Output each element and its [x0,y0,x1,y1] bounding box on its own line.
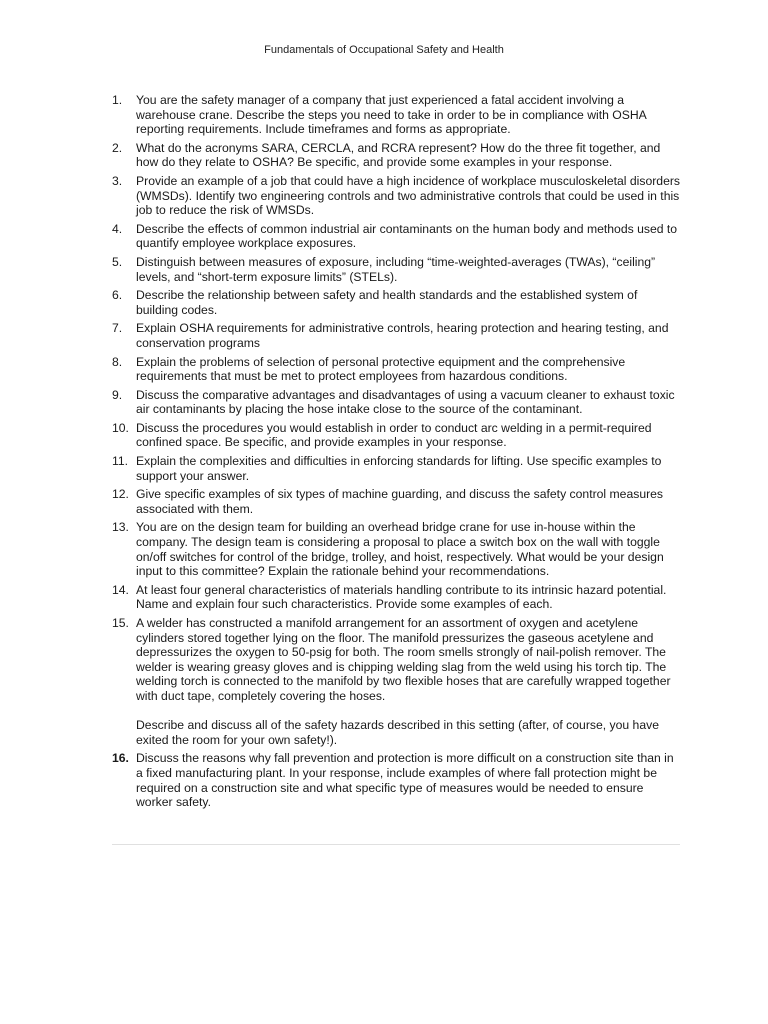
question-text: Distinguish between measures of exposure, including “time-weighted-averages (TWAs), “ceiling” levels, and “short-term exposure limits” (STELs). [136,254,656,284]
question-body [136,487,682,516]
question-text: Discuss the comparative advantages and disadvantages of using a vacuum cleaner to exhaust toxic air contaminants by placing the hose intake close to the source of the contaminant. [136,387,675,417]
question-item [112,454,682,483]
question-text: Describe and discuss all of the safety hazards described in this setting (after, of course, you have exited the room for your own safety!). [136,718,659,747]
question-body [136,583,682,612]
question-text: Discuss the reasons why fall prevention and protection is more difficult on a construction site than in a fixed manufacturing plant. In your response, include examples of where fall protection might be required on a construction site and what specific type of measures would be needed to ensure worker safety. [136,751,674,810]
question-body [136,751,682,809]
question-text: Give specific examples of six types of machine guarding, and discuss the safety control measures associated with them. [136,487,664,516]
question-item [112,93,682,137]
question-item [112,616,682,747]
question-body [136,321,682,350]
question-body [136,288,682,317]
question-item [112,288,682,317]
question-item [112,751,682,809]
question-text: Describe the effects of common industrial air contaminants on the human body and methods used to quantify employee workplace exposures. [136,221,678,251]
question-number: 15. [112,616,129,630]
question-item [112,520,682,578]
question-body [136,355,682,384]
question-body [136,520,682,578]
question-number: 12. [112,487,129,502]
page-header: Fundamentals of Occupational Safety and Health [264,44,504,56]
question-item [112,388,682,417]
page-divider [112,844,680,845]
question-number: 3. [112,173,123,188]
question-number: 13. [112,520,129,535]
question-text: You are on the design team for building an overhead bridge crane for use in-house within the company. The design team is considering a proposal to place a switch box on the wall with toggle on/off switches for control of the bridge, trolley, and hoist, respectively. What would be your design input to this committee? Explain the rationale behind your recommendations. [136,520,664,579]
question-number: 6. [112,288,123,303]
question-number: 9. [112,387,123,402]
question-body [136,174,682,218]
question-text: Explain OSHA requirements for administrative controls, hearing protection and hearing testing, and conservation programs [136,321,669,350]
question-item [112,321,682,350]
question-number: 10. [112,420,129,435]
question-item [112,583,682,612]
question-text: Discuss the procedures you would establish in order to conduct arc welding in a permit-required confined space. Be specific, and provide examples in your response. [136,420,652,450]
question-body [136,388,682,417]
question-text: You are the safety manager of a company that just experienced a fatal accident involving a warehouse crane. Describe the steps you need to take in order to be in compliance with OSHA reporting requirements. Include timeframes and forms as appropriate. [136,93,647,137]
question-list [112,93,682,814]
question-body [136,141,682,170]
question-item [112,255,682,284]
question-number: 14. [112,582,129,597]
question-text: Explain the complexities and difficulties in enforcing standards for lifting. Use specific examples to support your answer. [136,454,662,483]
question-item [112,174,682,218]
question-body [136,421,682,450]
question-number: 4. [112,221,123,236]
question-text: At least four general characteristics of materials handling contribute to its intrinsic hazard potential. Name and explain four such characteristics. Provide some examples of each. [136,582,667,612]
question-number: 8. [112,354,123,369]
question-item [112,355,682,384]
question-body [136,222,682,251]
question-text: Provide an example of a job that could have a high incidence of workplace musculoskeletal disorders (WMSDs). Identify two engineering controls and two administrative controls that could be used in this job to reduce the risk of WMSDs. [136,173,681,218]
question-item [112,222,682,251]
question-text: Explain the problems of selection of personal protective equipment and the comprehensive requirements that must be met to protect employees from hazardous conditions. [136,354,626,384]
question-text: What do the acronyms SARA, CERCLA, and RCRA represent? How do the three fit together, and how do they relate to OSHA? Be specific, and provide some examples in your response. [136,140,661,170]
question-number: 1. [112,93,123,107]
question-item [112,141,682,170]
question-text: A welder has constructed a manifold arrangement for an assortment of oxygen and acetylene cylinders stored together lying on the floor. The manifold pressurizes the gaseous acetylene and depressurizes the oxygen to 50-psig for both. The room smells strongly of nail-polish remover. The welder is wearing greasy gloves and is chipping welding slag from the weld using his torch tip. The welding torch is connected to the manifold by two flexible hoses that are carefully wrapped together with duct tape, completely covering the hoses. [136,616,671,703]
question-number: 16. [112,751,129,766]
question-body [136,616,682,747]
question-body [136,255,682,284]
question-body [136,454,682,483]
question-body [136,93,682,137]
question-text: Describe the relationship between safety and health standards and the established system of building codes. [136,288,638,317]
question-item [112,421,682,450]
question-number: 5. [112,254,123,269]
question-number: 11. [112,454,129,469]
question-number: 7. [112,321,123,336]
question-number: 2. [112,140,123,155]
question-item [112,487,682,516]
